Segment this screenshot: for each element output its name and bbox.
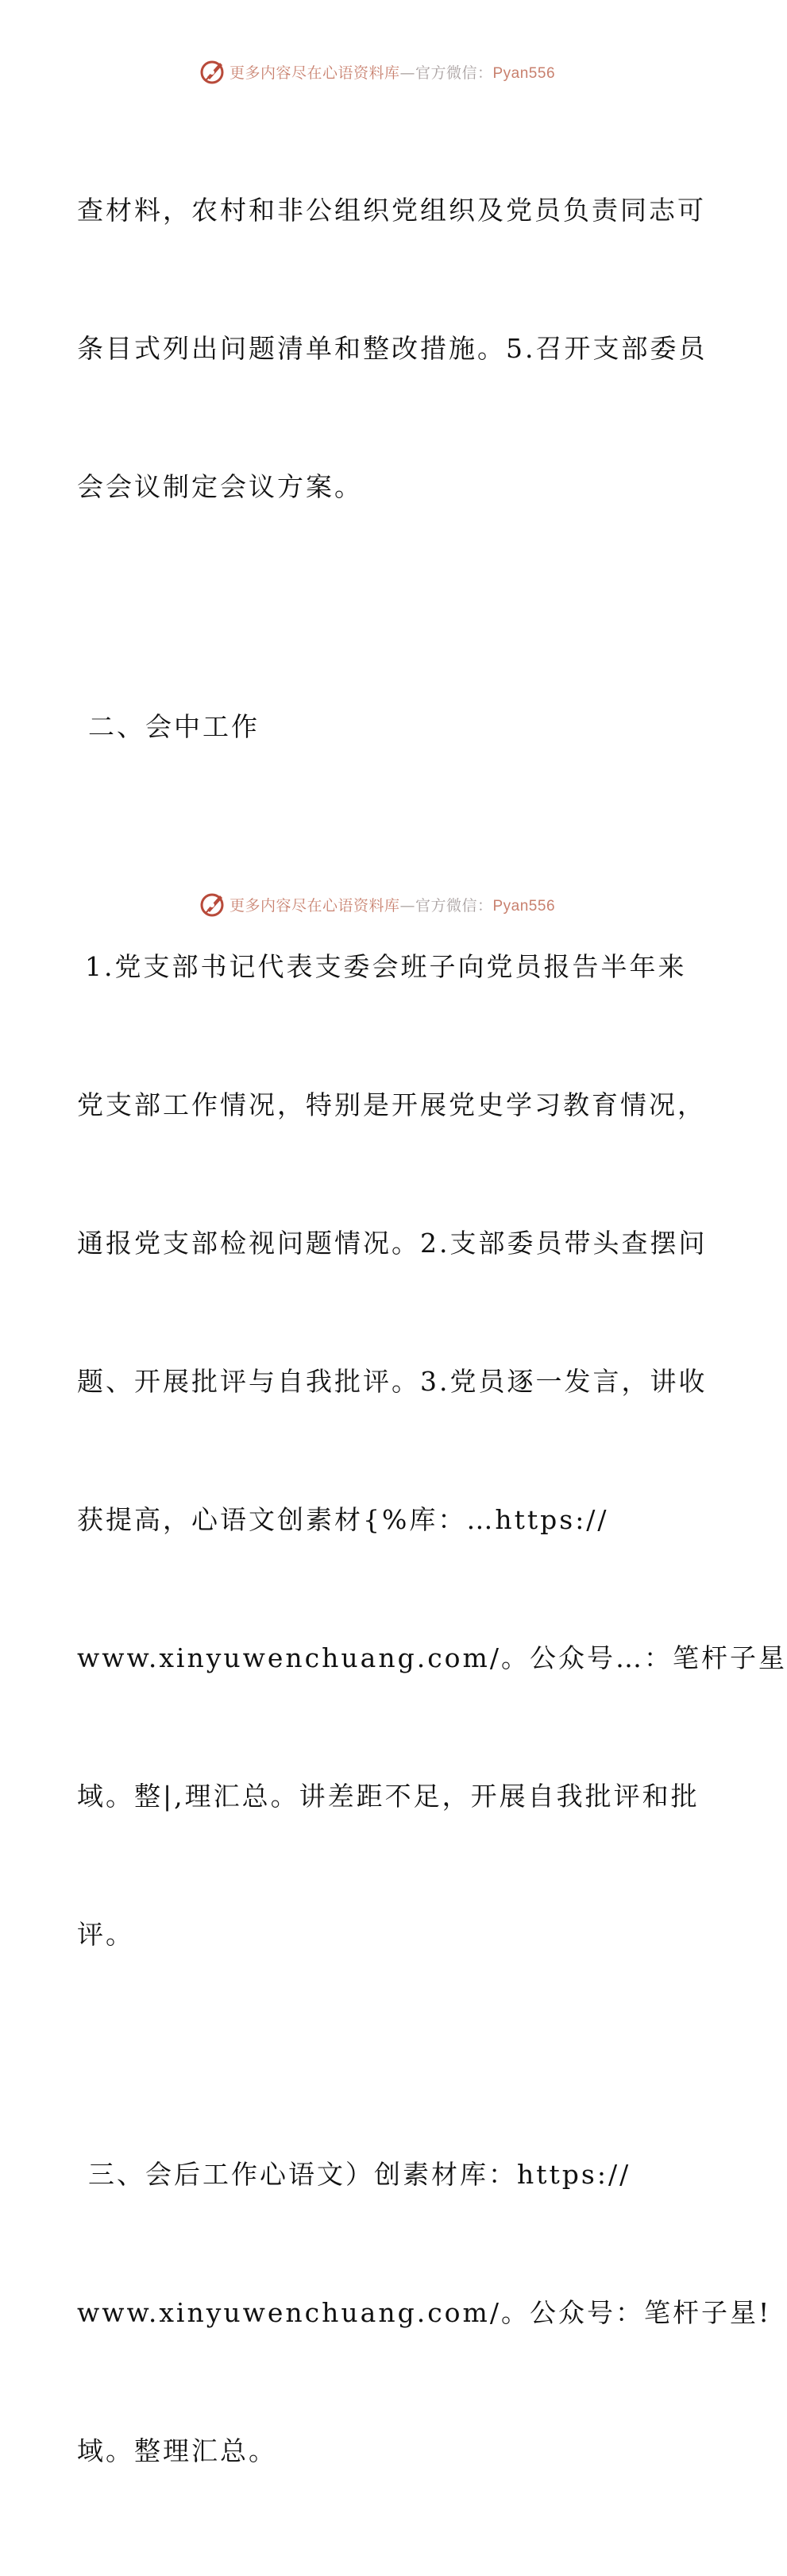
watermark-text [230, 894, 555, 915]
text-line: 通报党支部检视问题情况。2.支部委员带头查摆问 [77, 1228, 708, 1259]
watermark-text [230, 61, 555, 83]
document-body [77, 95, 787, 2576]
paragraph-prep-materials [77, 95, 708, 602]
watermark-wechat-label: 官方微信： [415, 896, 493, 915]
watermark-wechat-id: Pyan556 [492, 64, 556, 82]
watermark-main-text: 更多内容尽在心语资料库 [229, 64, 400, 82]
watermark-dash: — [399, 64, 415, 82]
watermark-main-text: 更多内容尽在心语资料库 [229, 896, 400, 915]
text-line: 1.党支部书记代表支委会班子向党员报告半年来 [85, 951, 687, 982]
section-heading-during-meeting [77, 612, 681, 842]
text-line: 三、会后工作心语文）创素材库：https:// [88, 2159, 631, 2190]
text-line: www.xinyuwenchuang.com/。公众号：笔杆子星! [77, 2297, 772, 2328]
text-line: 域。整理汇总。 [77, 2435, 277, 2466]
text-line: 查材料，农村和非公组织党组织及党员负责同志可 [77, 195, 706, 226]
text-line: 评。 [77, 1919, 134, 1950]
paragraph-meeting-steps [77, 852, 787, 2050]
text-line: 党支部工作情况，特别是开展党史学习教育情况， [77, 1089, 706, 1120]
watermark-wechat-id: Pyan556 [492, 897, 556, 915]
header-watermark [0, 56, 754, 87]
text-line: 会会议制定会议方案。 [77, 471, 363, 502]
watermark-wechat-label: 官方微信： [415, 64, 493, 82]
heading-text: 二、会中工作 [88, 711, 260, 742]
text-line: 域。整|,理汇总。讲差距不足，开展自我批评和批 [77, 1781, 700, 1812]
text-line: 题、开展批评与自我批评。3.党员逐一发言，讲收 [77, 1366, 708, 1397]
paragraph-after-meeting [77, 2060, 772, 2566]
text-line: 获提高，心语文创素材{%库：…https:// [77, 1504, 609, 1535]
quill-pen-logo-icon [199, 58, 226, 85]
watermark-dash: — [399, 896, 415, 915]
text-line: www.xinyuwenchuang.com/。公众号…：笔杆子星 [77, 1642, 787, 1673]
footer-watermark [0, 888, 754, 920]
quill-pen-logo-icon [199, 891, 226, 918]
text-line: 条目式列出问题清单和整改措施。5.召开支部委员 [77, 333, 708, 364]
